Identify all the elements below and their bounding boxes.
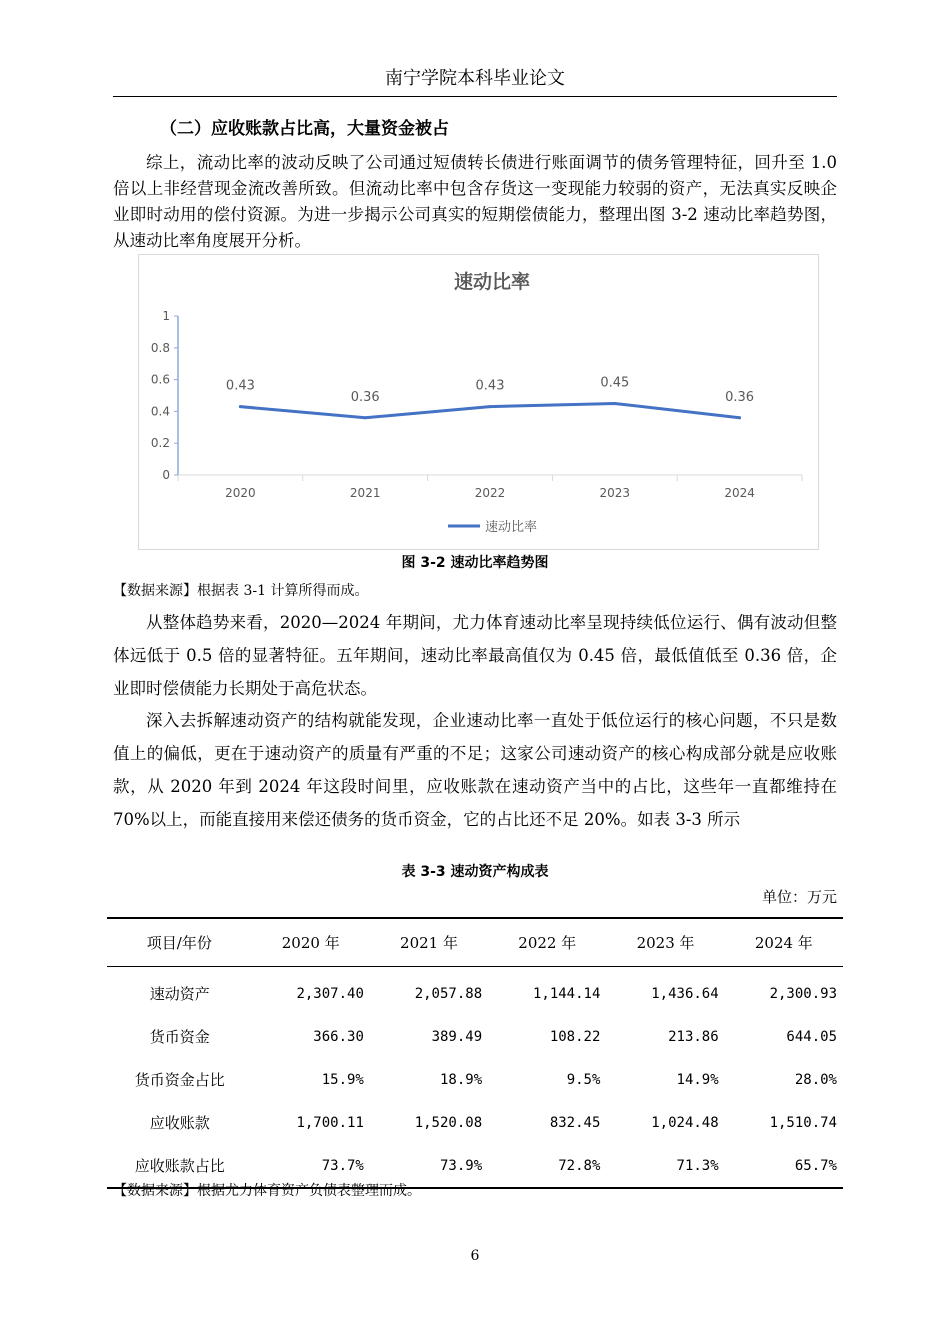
table-source: 【数据来源】根据尤力体育资产负债表整理而成。	[113, 1183, 421, 1199]
table-cell: 1,436.64	[651, 985, 719, 1002]
row-label: 货币资金	[149, 1028, 210, 1046]
table-cell: 213.86	[668, 1028, 719, 1045]
table-cell: 72.8%	[558, 1157, 601, 1174]
figure-caption: 图 3-2 速动比率趋势图	[401, 555, 549, 571]
row-label: 速动资产	[149, 985, 210, 1003]
table-cell: 14.9%	[676, 1071, 719, 1088]
table-cell: 1,520.08	[414, 1114, 483, 1131]
table-cell: 73.7%	[321, 1157, 364, 1174]
table-cell: 2,057.88	[414, 985, 483, 1002]
row-label: 应收账款	[149, 1114, 210, 1132]
table-cell: 832.45	[549, 1114, 601, 1131]
y-tick-label: 0.4	[150, 404, 170, 419]
x-tick-label: 2023	[599, 486, 631, 500]
x-tick-label: 2021	[349, 486, 381, 500]
data-point	[613, 402, 616, 405]
page-number: 6	[470, 1248, 480, 1264]
figure-source: 【数据来源】根据表 3-1 计算所得而成。	[113, 583, 369, 599]
page-header-title: 南宁学院本科毕业论文	[385, 68, 565, 89]
y-tick-label: 0.6	[150, 372, 170, 387]
paragraph-1: 综上，流动比率的波动反映了公司通过短债转长债进行账面调节的债务管理特征，回升至 1.0 倍以上非经营现金流改善所致。但流动比率中包含存货这一变现能力较弱的资产，无法真实反映企业即时动用的偿付资源。为进一步揭示公司真实的短期偿债能力，整理出图 3-2 速动比率趋势图，从速动比率角度展开分析。	[113, 153, 837, 250]
table-cell: 1,510.74	[769, 1114, 837, 1131]
data-label: 0.43	[225, 378, 255, 394]
data-point	[239, 405, 242, 408]
table-header-cell: 2021 年	[400, 934, 458, 952]
table-row	[107, 1058, 843, 1101]
table-header-cell: 2024 年	[754, 934, 813, 952]
table-header-cell: 2022 年	[518, 934, 577, 952]
table-cell: 1,144.14	[532, 985, 601, 1002]
row-label: 应收账款占比	[134, 1157, 225, 1175]
table-caption: 表 3-3 速动资产构成表	[401, 864, 549, 880]
table-cell: 73.9%	[439, 1157, 483, 1174]
table-cell: 1,024.48	[651, 1114, 719, 1131]
section-heading: （二）应收账款占比高，大量资金被占	[160, 119, 449, 139]
table-cell: 71.3%	[676, 1157, 719, 1174]
table-cell: 65.7%	[794, 1157, 837, 1174]
row-label: 货币资金占比	[134, 1071, 225, 1089]
data-point	[489, 405, 492, 408]
x-tick-label: 2020	[225, 486, 256, 500]
table-header-cell: 2020 年	[281, 934, 340, 952]
table-cell: 15.9%	[321, 1071, 364, 1088]
table-cell: 18.9%	[439, 1071, 483, 1088]
table-cell: 1,700.11	[296, 1114, 364, 1131]
table-cell: 2,300.93	[769, 985, 837, 1002]
table-cell: 366.30	[313, 1028, 364, 1045]
table-cell: 644.05	[786, 1028, 837, 1045]
table-cell: 9.5%	[566, 1071, 601, 1088]
table-row	[107, 1101, 843, 1144]
paragraph-2: 从整体趋势来看，2020—2024 年期间，尤力体育速动比率呈现持续低位运行、偶有波动但整体远低于 0.5 倍的显著特征。五年期间，速动比率最高值仅为 0.45 倍，最低值低至 0.36 倍，企业即时偿债能力长期处于高危状态。	[113, 613, 837, 698]
data-point	[738, 416, 741, 419]
quick-assets-table	[107, 917, 843, 1189]
x-tick-label: 2024	[724, 486, 755, 500]
data-label: 0.36	[725, 389, 755, 405]
table-header-cell: 项目/年份	[146, 934, 212, 952]
chart-svg	[139, 255, 818, 549]
paragraph-3: 深入去拆解速动资产的结构就能发现，企业速动比率一直处于低位运行的核心问题，不只是数值上的偏低，更在于速动资产的质量有严重的不足；这家公司速动资产的核心构成部分就是应收账款，从 2020 年到 2024 年这段时间里，应收账款在速动资产当中的占比，这些年一直都维持在 70%以上，而能直接用来偿还债务的货币资金，它的占比还不足 20%。如表 3-3 所示	[113, 711, 837, 829]
y-tick-label: 1	[162, 309, 170, 323]
data-label: 0.43	[475, 378, 505, 394]
y-tick-label: 0.2	[150, 436, 170, 451]
table-row	[107, 967, 843, 1016]
table-cell: 2,307.40	[296, 985, 364, 1002]
chart-title: 速动比率	[453, 271, 531, 293]
table-cell: 28.0%	[794, 1071, 837, 1088]
page-header	[113, 64, 837, 97]
quick-ratio-chart	[138, 254, 819, 550]
data-label: 0.36	[350, 389, 380, 405]
table-cell: 389.49	[431, 1028, 483, 1045]
table-row	[107, 1015, 843, 1058]
table-header-cell: 2023 年	[636, 934, 695, 952]
table-header-row	[107, 918, 843, 967]
table-cell: 108.22	[549, 1028, 601, 1045]
y-tick-label: 0.8	[150, 340, 170, 355]
legend-label: 速动比率	[485, 520, 538, 535]
data-label: 0.45	[600, 375, 630, 391]
x-tick-label: 2022	[474, 486, 506, 500]
data-point	[364, 416, 367, 419]
y-tick-label: 0	[162, 468, 170, 482]
table-unit: 单位：万元	[761, 888, 837, 906]
